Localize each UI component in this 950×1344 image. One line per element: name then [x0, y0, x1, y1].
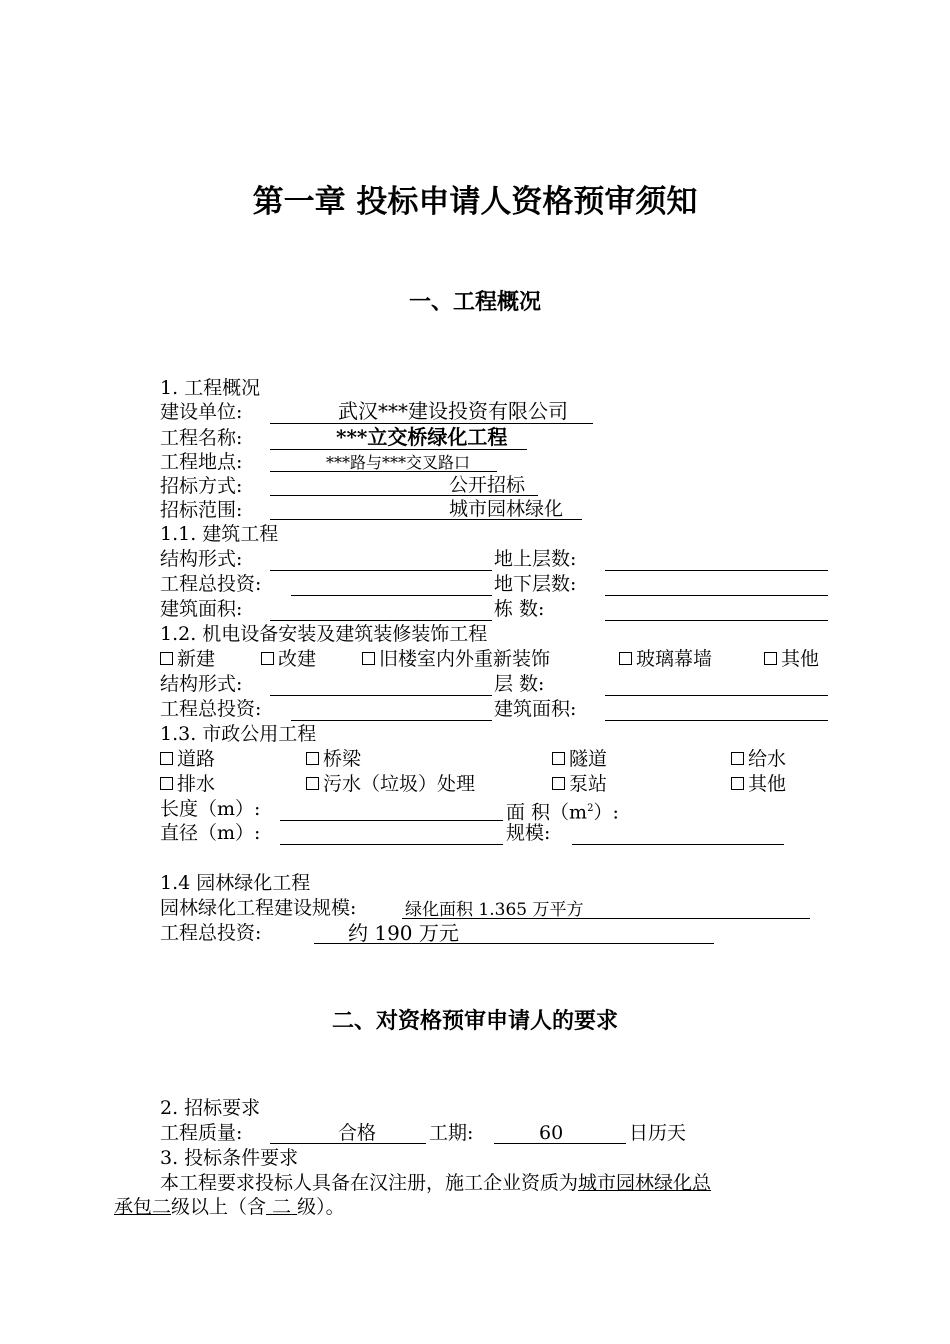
project-name-value: ***立交桥绿化工程: [336, 425, 508, 449]
checkbox-label: 桥梁: [323, 748, 362, 770]
project-name-label: 工程名称:: [160, 427, 243, 449]
checkbox-label: 道路: [177, 748, 216, 770]
period-label: 工期:: [429, 1122, 474, 1144]
checkbox-box[interactable]: [731, 777, 744, 790]
landscape-scale-label: 园林绿化工程建设规模:: [160, 897, 357, 919]
checkbox-label: 其他: [748, 773, 787, 795]
section2-heading: 二、对资格预审申请人的要求: [331, 1008, 618, 1034]
checkbox-tunnel[interactable]: [552, 748, 607, 770]
landscape-scale-value: 绿化面积 1.365 万平方: [405, 900, 584, 920]
floors-12-label: 层 数:: [494, 673, 545, 695]
owner-label: 建设单位:: [160, 401, 243, 423]
requirement-text: 本工程要求投标人具备在汉注册，施工企业资质为: [160, 1172, 579, 1194]
checkbox-box[interactable]: [261, 652, 274, 665]
location-label: 工程地点:: [160, 451, 243, 473]
total-investment-label: 工程总投资:: [160, 573, 262, 595]
area-label-text: 面 积（m: [506, 801, 588, 824]
item2-heading: 2. 招标要求: [160, 1097, 261, 1119]
checkbox-box[interactable]: [160, 752, 173, 765]
landscape-investment-label: 工程总投资:: [160, 922, 262, 944]
tender-method-label: 招标方式:: [160, 475, 243, 497]
sub11-heading: 1.1. 建筑工程: [160, 523, 279, 545]
checkbox-box[interactable]: [552, 777, 565, 790]
checkbox-label: 隧道: [569, 748, 608, 770]
checkbox-box[interactable]: [160, 777, 173, 790]
total-investment-12-underline: [291, 720, 492, 721]
period-unit: 日历天: [629, 1122, 687, 1144]
item3-heading: 3. 投标条件要求: [160, 1147, 299, 1169]
building-count-label: 栋 数:: [494, 598, 545, 620]
checkbox-label: 其他: [781, 648, 820, 670]
checkbox-label: 泵站: [569, 773, 608, 795]
structure-form-underline: [270, 570, 492, 571]
diameter-label: 直径（m）:: [160, 822, 261, 844]
item1-heading: 1. 工程概况: [160, 377, 261, 399]
checkbox-pump-station[interactable]: [552, 773, 607, 795]
scale-13-underline: [572, 844, 784, 845]
tender-scope-value: 城市园林绿化: [449, 498, 564, 520]
building-area-12-label: 建筑面积:: [494, 698, 577, 720]
checkbox-rebuild[interactable]: [261, 648, 316, 670]
checkbox-label: 排水: [177, 773, 216, 795]
location-value: ***路与***交叉路口: [326, 453, 471, 472]
diameter-underline: [280, 844, 503, 845]
requirement-text: 级）。: [297, 1196, 345, 1218]
section1-heading: 一、工程概况: [408, 289, 541, 315]
scale-13-label: 规模:: [506, 822, 551, 844]
quality-value: 合格: [338, 1122, 377, 1144]
checkbox-box[interactable]: [619, 652, 632, 665]
total-investment-12-label: 工程总投资:: [160, 698, 262, 720]
period-value: 60: [539, 1122, 564, 1144]
building-count-underline: [605, 620, 828, 621]
requirement-text: 级以上（含: [171, 1196, 267, 1218]
quality-label: 工程质量:: [160, 1122, 243, 1144]
checkbox-road[interactable]: [160, 748, 215, 770]
checkbox-label: 改建: [278, 648, 317, 670]
building-area-underline: [270, 620, 492, 621]
floors-above-underline: [605, 570, 828, 571]
area-13-label: [506, 798, 619, 823]
tender-method-value: 公开招标: [449, 474, 526, 496]
checkbox-new[interactable]: [160, 648, 215, 670]
checkbox-box[interactable]: [552, 752, 565, 765]
length-underline: [280, 820, 503, 821]
area-label-suffix: ）:: [593, 801, 619, 824]
checkbox-label: 玻璃幕墙: [636, 648, 713, 670]
checkbox-bridge[interactable]: [306, 748, 361, 770]
checkbox-label: 旧楼室内外重新装饰: [379, 648, 551, 670]
project-name-underline: [270, 449, 527, 450]
checkbox-sewage[interactable]: [306, 773, 475, 795]
length-label: 长度（m）:: [160, 798, 261, 820]
total-investment-underline: [291, 595, 492, 596]
sub13-heading: 1.3. 市政公用工程: [160, 723, 317, 745]
grade-value: 二: [272, 1196, 292, 1218]
checkbox-other-13[interactable]: [731, 773, 786, 795]
area-label-superscript: 2: [587, 803, 594, 814]
landscape-investment-value: 约 190 万元: [348, 921, 459, 945]
structure-form-label: 结构形式:: [160, 548, 243, 570]
chapter-title: 第一章 投标申请人资格预审须知: [252, 184, 698, 220]
structure-form-12-underline: [270, 695, 492, 696]
checkbox-box[interactable]: [731, 752, 744, 765]
checkbox-renovation[interactable]: [362, 648, 550, 670]
sub12-heading: 1.2. 机电设备安装及建筑装修装饰工程: [160, 623, 488, 645]
floors-below-underline: [605, 595, 828, 596]
owner-underline: [270, 423, 593, 424]
tender-scope-label: 招标范围:: [160, 499, 243, 521]
building-area-12-underline: [605, 720, 828, 721]
floors-12-underline: [605, 695, 828, 696]
checkbox-label: 污水（垃圾）处理: [323, 773, 476, 795]
checkbox-water-supply[interactable]: [731, 748, 786, 770]
checkbox-box[interactable]: [362, 652, 375, 665]
checkbox-box[interactable]: [306, 777, 319, 790]
floors-below-label: 地下层数:: [494, 573, 577, 595]
qualification-value: 城市园林绿化总: [578, 1172, 712, 1194]
sub14-heading: 1.4 园林绿化工程: [160, 872, 311, 894]
structure-form-12-label: 结构形式:: [160, 673, 243, 695]
requirement-line1: [160, 1172, 711, 1194]
checkbox-other-12[interactable]: [764, 648, 819, 670]
checkbox-drainage[interactable]: [160, 773, 215, 795]
checkbox-label: 给水: [748, 748, 787, 770]
checkbox-box[interactable]: [160, 652, 173, 665]
checkbox-box[interactable]: [764, 652, 777, 665]
checkbox-curtain-wall[interactable]: [619, 648, 712, 670]
checkbox-label: 新建: [177, 648, 216, 670]
floors-above-label: 地上层数:: [494, 548, 577, 570]
qualification-value-cont: 承包二: [114, 1196, 172, 1218]
building-area-label: 建筑面积:: [160, 598, 243, 620]
owner-value: 武汉***建设投资有限公司: [338, 399, 568, 423]
checkbox-box[interactable]: [306, 752, 319, 765]
requirement-line2: [114, 1196, 345, 1218]
